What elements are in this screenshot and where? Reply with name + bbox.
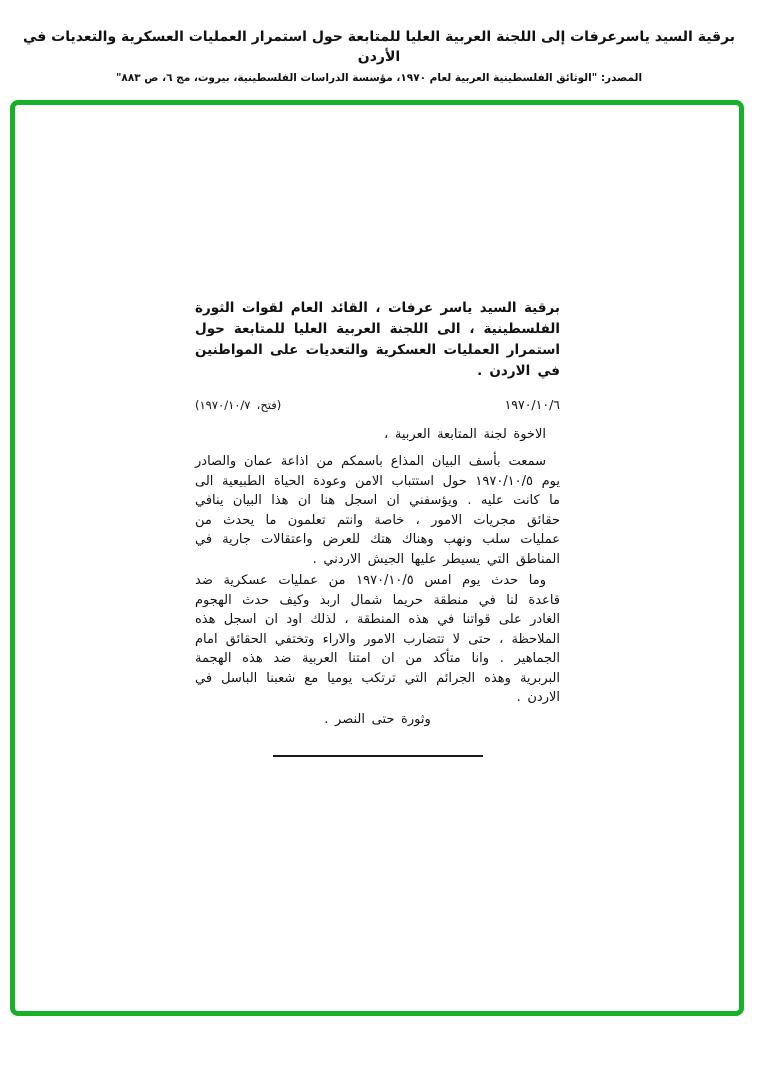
date-gregorian: ١٩٧٠/١٠/٦ <box>504 397 560 412</box>
date-fatah-source: (فتح، ١٩٧٠/١٠/٧) <box>195 398 282 412</box>
document-frame <box>10 100 744 1016</box>
page-title: برقية السيد ياسرعرفات إلى اللجنة العربية العليا للمتابعة حول استمرار العمليات العسكرية والتعديات في الأردن <box>22 29 736 65</box>
closing-slogan: وثورة حتى النصر . <box>324 711 431 727</box>
divider-line <box>273 755 483 757</box>
paragraph-1: سمعت بأسف البيان المذاع باسمكم من اذاعة عمان والصادر يوم ١٩٧٠/١٠/٥ حول استتباب الامن وعودة الحياة الطبيعية الى ما كانت عليه . ويؤسفني ان اسجل هنا ان هذا البيان ينافي حقائق مجريات الامور ، خاصة وانتم تعلمون ما يحدث من عمليات سلب ونهب وهناك هتك للعرض واعتقالات جارية في المناطق التي يسيطر عليها الجيش الاردني . <box>195 454 560 567</box>
telegram-intro: برقية السيد ياسر عرفات ، القائد العام لقوات الثورة الفلسطينية ، الى اللجنة العربية العليا للمتابعة حول استمرار العمليات العسكرية والتعديات على المواطنين في الاردن . <box>195 300 560 379</box>
telegram-body <box>195 298 560 757</box>
date-line <box>195 395 560 416</box>
document-header <box>0 28 758 84</box>
greeting-line: الاخوة لجنة المتابعة العربية ، <box>384 426 546 442</box>
paragraph-2: وما حدث يوم امس ١٩٧٠/١٠/٥ من عمليات عسكرية ضد قاعدة لنا في منطقة حريما شمال اربد وكيف حدث الهجوم الغادر على قواتنا في هذه المنطقة ، لذلك اود ان اسجل هذه الملاحظة ، حتى لا تتضارب الامور والاراء وتختفي الحقائق امام الجماهير . وانا متأكد من ان امتنا العربية ضد هذه الهجمة البربرية وهذه الجرائم التي ترتكب يوميا مع شعبنا الباسل في الاردن . <box>195 573 560 705</box>
source-citation: المصدر: "الوثائق الفلسطينية العربية لعام ١٩٧٠، مؤسسة الدراسات الفلسطينية، بيروت، مج ٦، ص ٨٨٣" <box>115 72 643 85</box>
